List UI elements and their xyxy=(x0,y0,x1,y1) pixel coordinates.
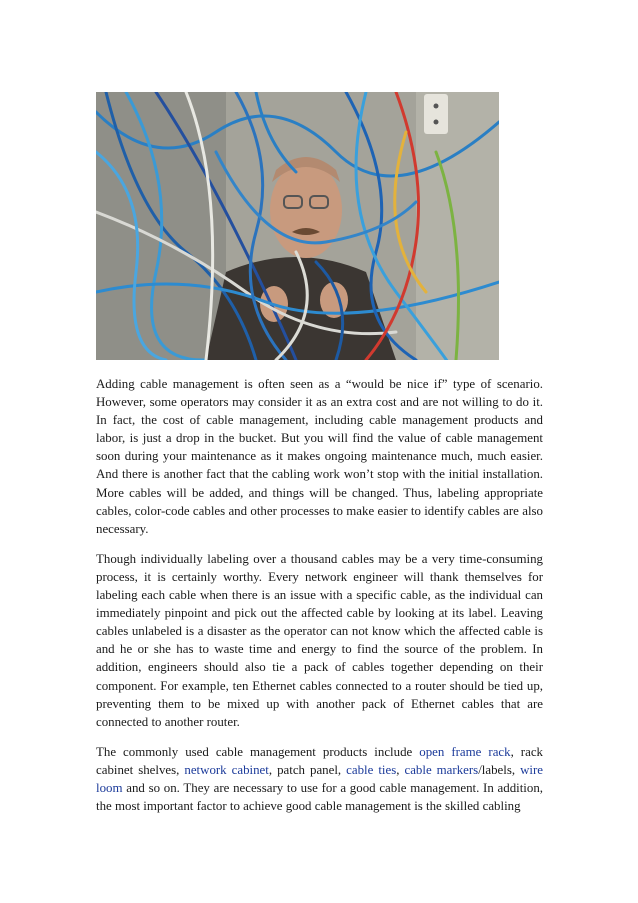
paragraph-3-text: and so on. They are necessary to use for a good cable management. In addition, the most important factor to achieve good cable management is the skilled cabling xyxy=(96,780,543,814)
link-cable-ties[interactable]: cable ties xyxy=(346,762,397,777)
paragraph-3-text: /labels, xyxy=(478,762,521,777)
paragraph-3 xyxy=(96,743,543,815)
wall-outlet-icon xyxy=(424,94,448,134)
photo-illustration xyxy=(96,92,499,360)
link-cable-markers[interactable]: cable markers xyxy=(404,762,479,777)
paragraph-2: Though individually labeling over a thousand cables may be a very time-consuming process, it is certainly worthy. Every network engineer will thank themselves for labeling each cable when there is an issue with a specific cable, as the individual can immediately pinpoint and pick out the affected cable by looking at its label. Leaving cables unlabeled is a disaster as the operator can not know which the affected cable is and he or she has to waste time and energy to find the source of the problem. In addition, engineers should also tie a pack of cables together depending on their component. For example, ten Ethernet cables connected to a router should be tied up, preventing them to be mixed up with another pack of Ethernet cables that are connected to another router. xyxy=(96,551,543,729)
paragraph-3-text: , patch panel, xyxy=(268,762,347,777)
link-open-frame-rack[interactable]: open frame rack xyxy=(419,744,511,759)
tangled-cables-photo xyxy=(96,92,499,360)
paragraph-1: Adding cable management is often seen as a “would be nice if” type of scenario. However, some operators may consider it as an extra cost and are not willing to do it. In fact, the cost of cable management, including cable management products and labor, is just a drop in the bucket. But you will find the value of cable management soon during your maintenance as it makes ongoing maintenance much, much easier. And there is another fact that the cabling work won’t stop with the initial installation. More cables will be added, and things will be changed. Thus, labeling appropriate cables, color-code cables and other processes to make easier to identify cables are also necessary. xyxy=(96,377,543,536)
paragraph-3-text: , xyxy=(396,762,405,777)
paragraph-3-text: The commonly used cable management products include xyxy=(96,744,420,759)
paragraph-3-text: , rack cabinet shelves, xyxy=(96,744,543,777)
link-wire-loom[interactable]: wire loom xyxy=(96,762,543,795)
link-network-cabinet[interactable]: network cabinet xyxy=(184,762,269,777)
article-body xyxy=(96,375,543,827)
